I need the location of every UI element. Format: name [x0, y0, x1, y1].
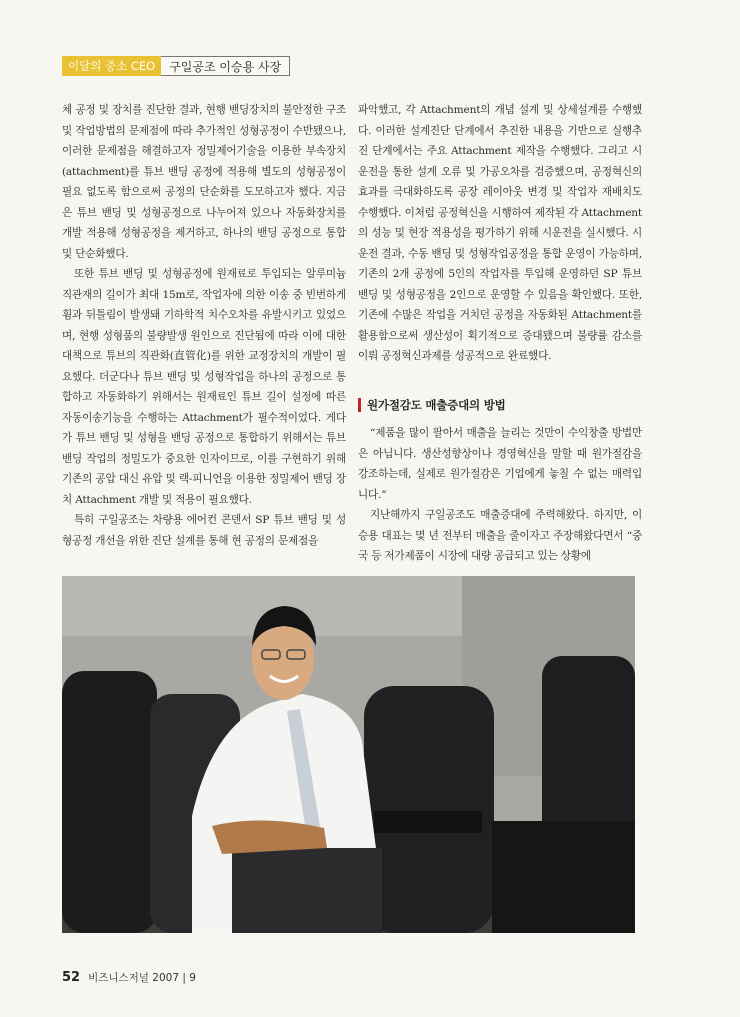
- section-header: [62, 56, 290, 76]
- paragraph: “제품을 많이 팔아서 매출을 늘리는 것만이 수익창출 방법만은 아닙니다. 생산성향상이나 경영혁신을 말할 때 원가절감을 강조하는데, 실제로 원가절감은 기업에게 놓칠 수 없는 매력입니다.”: [358, 427, 642, 501]
- page-number: 52: [62, 970, 81, 985]
- article-title: 구일공조 이승용 사장: [161, 56, 290, 76]
- paragraph: 체 공정 및 장치를 진단한 결과, 현행 밴딩장치의 불안정한 구조 및 작업방법의 문제점에 따라 추가적인 성형공정이 수반됐으나, 이러한 문제점을 해결하고자 정밀제어기술을 이용한 부속장치(attachment)를 튜브 밴딩 공정에 적용해 별도의 성형공정이 필요 없도록 함으로써 공정의 단순화를 도모하고자 했다. 지금은 튜브 밴딩 및 성형공정으로 나누어져 있으나 자동화장치를 개발 적용해 성형공정을 제거하고, 하나의 밴딩 공정으로 통합 및 단순화했다.: [62, 104, 346, 260]
- magazine-name: 비즈니스저널 2007 | 9: [88, 972, 196, 984]
- paragraph: 파악했고, 각 Attachment의 개념 설계 및 상세설계를 수행했다. 이러한 설계진단 단계에서 추진한 내용을 기반으로 실행추진 단계에서는 주요 Attachment 제작을 수행했다. 그리고 시운전을 통한 설계 오류 및 가공오차를 검증했으며, 공정혁신의 효과를 극대화하도록 공장 레이아웃 변경 및 작업자 재배치도 수행했다. 이처럼 공정혁신을 시행하여 제작된 각 Attachment의 성능 및 현장 적용성을 평가하기 위해 시운전을 실시했다. 시운전 결과, 수동 밴딩 및 성형작업공정을 통합 운영이 가능하며, 기존의 2개 공정에 5인의 작업자를 투입해 운영하던 SP 튜브 밴딩 및 성형공정을 2인으로 운영할 수 있음을 확인했다. 또한, 기존에 수많은 작업을 거치던 공정을 자동화된 Attachment를 활용함으로써 생산성이 획기적으로 증대됐으며 불량률 감소를 이뤄 공정혁신과제를 성공적으로 완료했다.: [358, 104, 642, 362]
- right-column: [358, 100, 642, 567]
- paragraph: 지난해까지 구일공조도 매출증대에 주력해왔다. 하지만, 이승용 대표는 몇 년 전부터 매출을 줄이자고 주장해왔다면서 “중국 등 저가제품이 시장에 대량 공급되고 있는 상황에: [358, 509, 642, 562]
- page-footer: [62, 970, 196, 985]
- left-column: [62, 100, 346, 551]
- paragraph: 또한 튜브 밴딩 및 성형공정에 원재료로 투입되는 알루미늄 직관재의 길이가 최대 15m로, 작업자에 의한 이송 중 빈번하게 휨과 뒤틀림이 발생돼 기하학적 치수오차를 유발시키고 있었으며, 현행 성형품의 불량발생 원인으로 진단됨에 따라 이에 대한 대책으로 튜브의 직관화(直管化)를 위한 교정장치의 개발이 필요했다. 더군다나 튜브 밴딩 및 성형작업을 하나의 공정으로 통합하고 자동화하기 위해서는 원재료인 튜브 길이 설정에 따른 자동이송기능을 수행하는 Attachment가 필수적이었다. 게다가 튜브 밴딩 및 성형을 밴딩 공정으로 통합하기 위해서는 튜브 밴딩 작업의 정밀도가 중요한 인자이므로, 이를 구현하기 위해 기존의 공압 대신 유압 및 랙-피니언을 이용한 정밀제어 밴딩 장치 Attachment 개발 및 적용이 필요했다.: [62, 268, 346, 506]
- ceo-photo: [62, 576, 635, 933]
- section-tag: 이달의 중소 CEO: [62, 56, 161, 76]
- subheading-text: 원가절감도 매출증대의 방법: [367, 397, 506, 412]
- accent-bar: [358, 398, 361, 412]
- paragraph: 특히 구일공조는 차량용 에어컨 콘덴서 SP 튜브 밴딩 및 성형공정 개선을 위한 진단 설계를 통해 현 공정의 문제점을: [62, 514, 346, 547]
- subheading: [358, 395, 642, 416]
- photo-illustration: [62, 576, 635, 933]
